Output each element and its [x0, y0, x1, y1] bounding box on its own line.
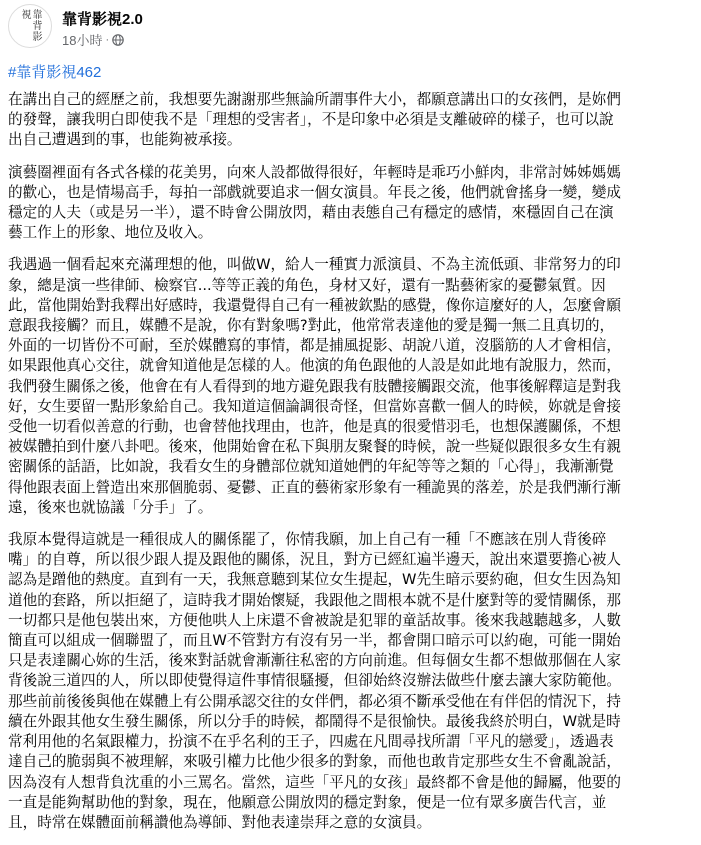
text-line: 藝工作上的形象、地位及收入。 — [8, 224, 213, 242]
meta-separator: · — [105, 33, 110, 46]
page-name[interactable]: 靠背影視2.0 — [62, 11, 143, 28]
globe-icon[interactable] — [112, 34, 124, 46]
text-line: 道他的套路，所以拒絕了，這時我才開始懷疑，我跟他之間根本就不是什麼對等的愛情關係，那 — [8, 591, 621, 609]
paragraph — [8, 530, 694, 833]
paragraph — [8, 90, 694, 151]
post-body — [8, 90, 694, 845]
avatar-logo-text: 靠背影視 — [19, 9, 41, 42]
paragraph — [8, 255, 694, 518]
post-hashtag[interactable]: #靠背影視462 — [8, 64, 102, 81]
text-line: 密關係的話語，比如說，我看女生的身體部位就知道她們的年紀等等之類的「心得」，我漸漸覺 — [8, 458, 614, 476]
text-line: 在講出自己的經歷之前，我想要先謝謝那些無論所謂事件大小，都願意講出口的女孩們，是妳們 — [8, 91, 621, 108]
text-line: 簡直可以組成一個聯盟了，而且W不管對方有沒有另一半，都會開口暗示可以約砲，可能一開始 — [8, 632, 621, 650]
text-line: 被媒體拍到什麼八卦吧。後來，他開始會在私下與朋友聚餐的時候，說一些疑似跟很多女生有親 — [8, 438, 621, 456]
text-line: 且，時常在媒體面前稱讚他為導師、對他表達崇拜之意的女演員。 — [8, 813, 432, 831]
text-line: 如果跟他真心交往，就會知道他是怎樣的人。他演的角色跟他的人設是如此地有說服力，然而， — [8, 357, 621, 375]
paragraph — [8, 163, 694, 244]
text-line: 因為沒有人想背負沈重的小三罵名。當然，這些「平凡的女孩」最終都不會是他的歸屬，他要的 — [8, 773, 621, 791]
text-line: 一切都只是他包裝出來，方便他哄人上床還不會被說是犯罪的童話故事。後來我越聽越多，人數 — [8, 611, 621, 629]
text-line: 一直是能夠幫助他的對象，現在，他願意公開放閃的穩定對象，便是一位有眾多廣告代言，並 — [8, 793, 607, 811]
post-meta — [62, 30, 124, 49]
text-line: 象，總是演一些律師、檢察官...等等正義的角色，身材又好，還有一點藝術家的憂鬱氣質。因 — [8, 276, 606, 294]
text-line: 意跟我接觸？而且，媒體不是說，你有對象嗎?對此，他常常表達他的愛是獨一無二且真切的， — [8, 317, 615, 335]
text-line: 外面的一切皆份不可耐，至於媒體寫的事情，都是捕風捉影、胡說八道，沒腦筋的人才會相信， — [8, 337, 621, 355]
text-line: 受他一切看似善意的行動，也會替他找理由，也許，他是真的很愛惜羽毛，也想保護關係，不想 — [8, 418, 621, 436]
text-line: 此，當他開始對我釋出好感時，我還覺得自己有一種被欽點的感覺，像你這麼好的人，怎麼會願 — [8, 296, 621, 314]
text-line: 常利用他的名氣跟權力，扮演不在乎名利的王子，四處在凡間尋找所謂「平凡的戀愛」，透過表 — [8, 733, 614, 751]
page-avatar[interactable] — [8, 4, 52, 48]
post-timestamp[interactable]: 18小時 — [62, 33, 103, 48]
post-header — [8, 4, 693, 54]
text-line: 好，女生要留一點形象給自己。我知道這個論調很奇怪，但當妳喜歡一個人的時候，妳就是會接 — [8, 397, 621, 415]
text-line: 演藝圈裡面有各式各樣的花美男，向來人設都做得很好，年輕時是乖巧小鮮肉，非常討姊姊媽媽 — [8, 163, 621, 181]
text-line: 達自己的脆弱與不被理解，來吸引權力比他少很多的對象，而他也敢肯定那些女生不會亂說話， — [8, 753, 621, 771]
text-line: 只是表達關心妳的生活，後來對話就會漸漸往私密的方向前進。但每個女生都不想做那個在人家 — [8, 652, 621, 670]
text-line: 我原本覺得這就是一種很成人的關係罷了，你情我願，加上自己有一種「不應該在別人背後碎 — [8, 531, 607, 549]
text-line: 遠，後來也就協議「分手」了。 — [8, 498, 213, 516]
text-line: 續在外跟其他女生發生關係，所以分手的時候，都鬧得不是很愉快。最後我終於明白，W就是時 — [8, 712, 621, 730]
text-line: 的歡心，也是情場高手，每拍一部戲就要追求一個女演員。年長之後，他們就會搖身一變，變成 — [8, 183, 621, 201]
text-line: 背後說三道四的人，所以即使覺得這件事情很騷擾，但卻始終沒辦法做些什麼去讓大家防範他。 — [8, 672, 621, 690]
text-line: 的發聲，讓我明白即使我不是「理想的受害者」，不是印象中必須是支離破碎的樣子，也可以說 — [8, 111, 614, 129]
text-line: 我遇過一個看起來充滿理想的他，叫做W，給人一種實力派演員、不為主流低頭、非常努力的印 — [8, 256, 621, 274]
text-line: 出自己遭遇到的事，也能夠被承接。 — [8, 131, 242, 149]
text-line: 得他跟表面上營造出來那個脆弱、憂鬱、正直的藝術家形象有一種詭異的落差，於是我們漸行漸 — [8, 478, 621, 496]
text-line: 那些前前後後與他在媒體上有公開承認交往的女伴們，都必須不斷承受他在有伴侶的情況下，持 — [8, 692, 621, 710]
text-line: 我們發生關係之後，他會在有人看得到的地方避免跟我有肢體接觸跟交流，他事後解釋這是對我 — [8, 377, 621, 395]
text-line: 嘴」的自尊，所以很少跟人提及跟他的關係，況且，對方已經紅遍半邊天，說出來還要擔心被人 — [8, 551, 621, 569]
text-line: 穩定的人夫（或是另一半），還不時會公開放閃，藉由表態自己有穩定的感情，來穩固自己在演 — [8, 204, 614, 222]
text-line: 認為是蹭他的熱度。直到有一天，我無意聽到某位女生提起，W先生暗示要約砲，但女生因為知 — [8, 571, 621, 589]
